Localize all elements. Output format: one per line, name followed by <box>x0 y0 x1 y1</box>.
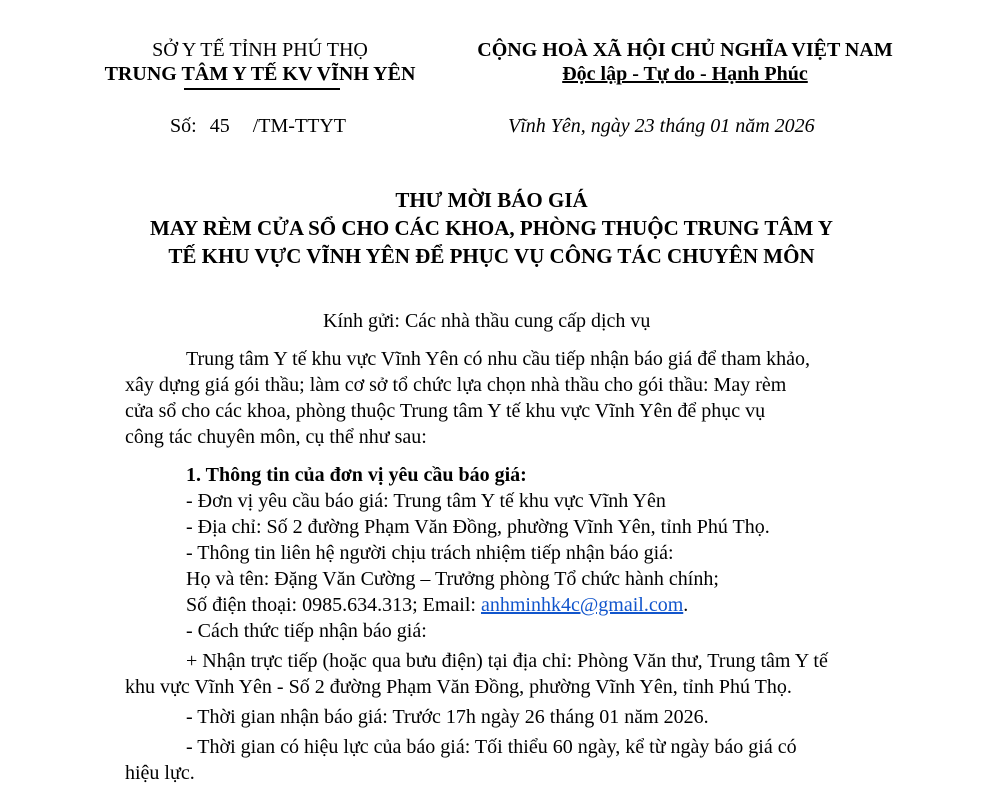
national-motto: Độc lập - Tự do - Hạnh Phúc <box>562 63 808 85</box>
document-number-value: 45 <box>209 115 230 137</box>
document-number-code: /TM-TTYT <box>252 115 346 137</box>
contact-name: Họ và tên: Đặng Văn Cường – Trưởng phòng Tổ chức hành chính; <box>186 568 719 590</box>
contact-phone: Số điện thoại: 0985.634.313; Email: <box>186 594 481 616</box>
address: - Địa chỉ: Số 2 đường Phạm Văn Đồng, phường Vĩnh Yên, tỉnh Phú Thọ. <box>186 516 770 538</box>
document-date: Vĩnh Yên, ngày 23 tháng 01 năm 2026 <box>508 115 815 137</box>
issuer-center: TRUNG TÂM Y TẾ KV VĨNH YÊN <box>104 63 416 85</box>
intro-line: xây dựng giá gói thầu; làm cơ sở tổ chức lựa chọn nhà thầu cho gói thầu: May rèm <box>125 374 787 396</box>
receiving-deadline: - Thời gian nhận báo giá: Trước 17h ngày 26 tháng 01 năm 2026. <box>186 706 709 728</box>
receiving-method-label: - Cách thức tiếp nhận báo giá: <box>186 620 427 642</box>
email-link[interactable]: anhminhk4c@gmail.com <box>480 594 684 616</box>
document-number <box>170 114 346 138</box>
issuer-underline <box>184 88 340 90</box>
receiving-method-line: + Nhận trực tiếp (hoặc qua bưu điện) tại địa chỉ: Phòng Văn thư, Trung tâm Y tế <box>186 650 828 672</box>
intro-line: Trung tâm Y tế khu vực Vĩnh Yên có nhu cầu tiếp nhận báo giá để tham khảo, <box>186 348 811 370</box>
document-title: THƯ MỜI BÁO GIÁ <box>395 188 588 212</box>
contact-info-label: - Thông tin liên hệ người chịu trách nhiệm tiếp nhận báo giá: <box>186 542 674 564</box>
document-subject-line-2: TẾ KHU VỰC VĨNH YÊN ĐỂ PHỤC VỤ CÔNG TÁC CHUYÊN MÔN <box>168 244 815 268</box>
section-1-heading: 1. Thông tin của đơn vị yêu cầu báo giá: <box>186 464 527 486</box>
validity-line: - Thời gian có hiệu lực của báo giá: Tối thiểu 60 ngày, kể từ ngày báo giá có <box>186 736 797 758</box>
requesting-unit: - Đơn vị yêu cầu báo giá: Trung tâm Y tế khu vực Vĩnh Yên <box>186 490 666 512</box>
contact-phone-email <box>186 592 688 618</box>
issuer-department: SỞ Y TẾ TỈNH PHÚ THỌ <box>152 39 368 61</box>
receiving-method-line: khu vực Vĩnh Yên - Số 2 đường Phạm Văn Đồng, phường Vĩnh Yên, tỉnh Phú Thọ. <box>125 676 792 698</box>
validity-line: hiệu lực. <box>125 762 195 784</box>
intro-line: cửa sổ cho các khoa, phòng thuộc Trung tâm Y tế khu vực Vĩnh Yên để phục vụ <box>125 400 766 422</box>
greeting: Kính gửi: Các nhà thầu cung cấp dịch vụ <box>323 310 651 332</box>
contact-phone-suffix: . <box>683 594 689 616</box>
document-number-label: Số: <box>170 115 197 137</box>
document-subject-line-1: MAY RÈM CỬA SỔ CHO CÁC KHOA, PHÒNG THUỘC TRUNG TÂM Y <box>150 216 833 240</box>
national-title: CỘNG HOÀ XÃ HỘI CHỦ NGHĨA VIỆT NAM <box>477 39 893 61</box>
intro-line: công tác chuyên môn, cụ thể như sau: <box>125 426 427 448</box>
